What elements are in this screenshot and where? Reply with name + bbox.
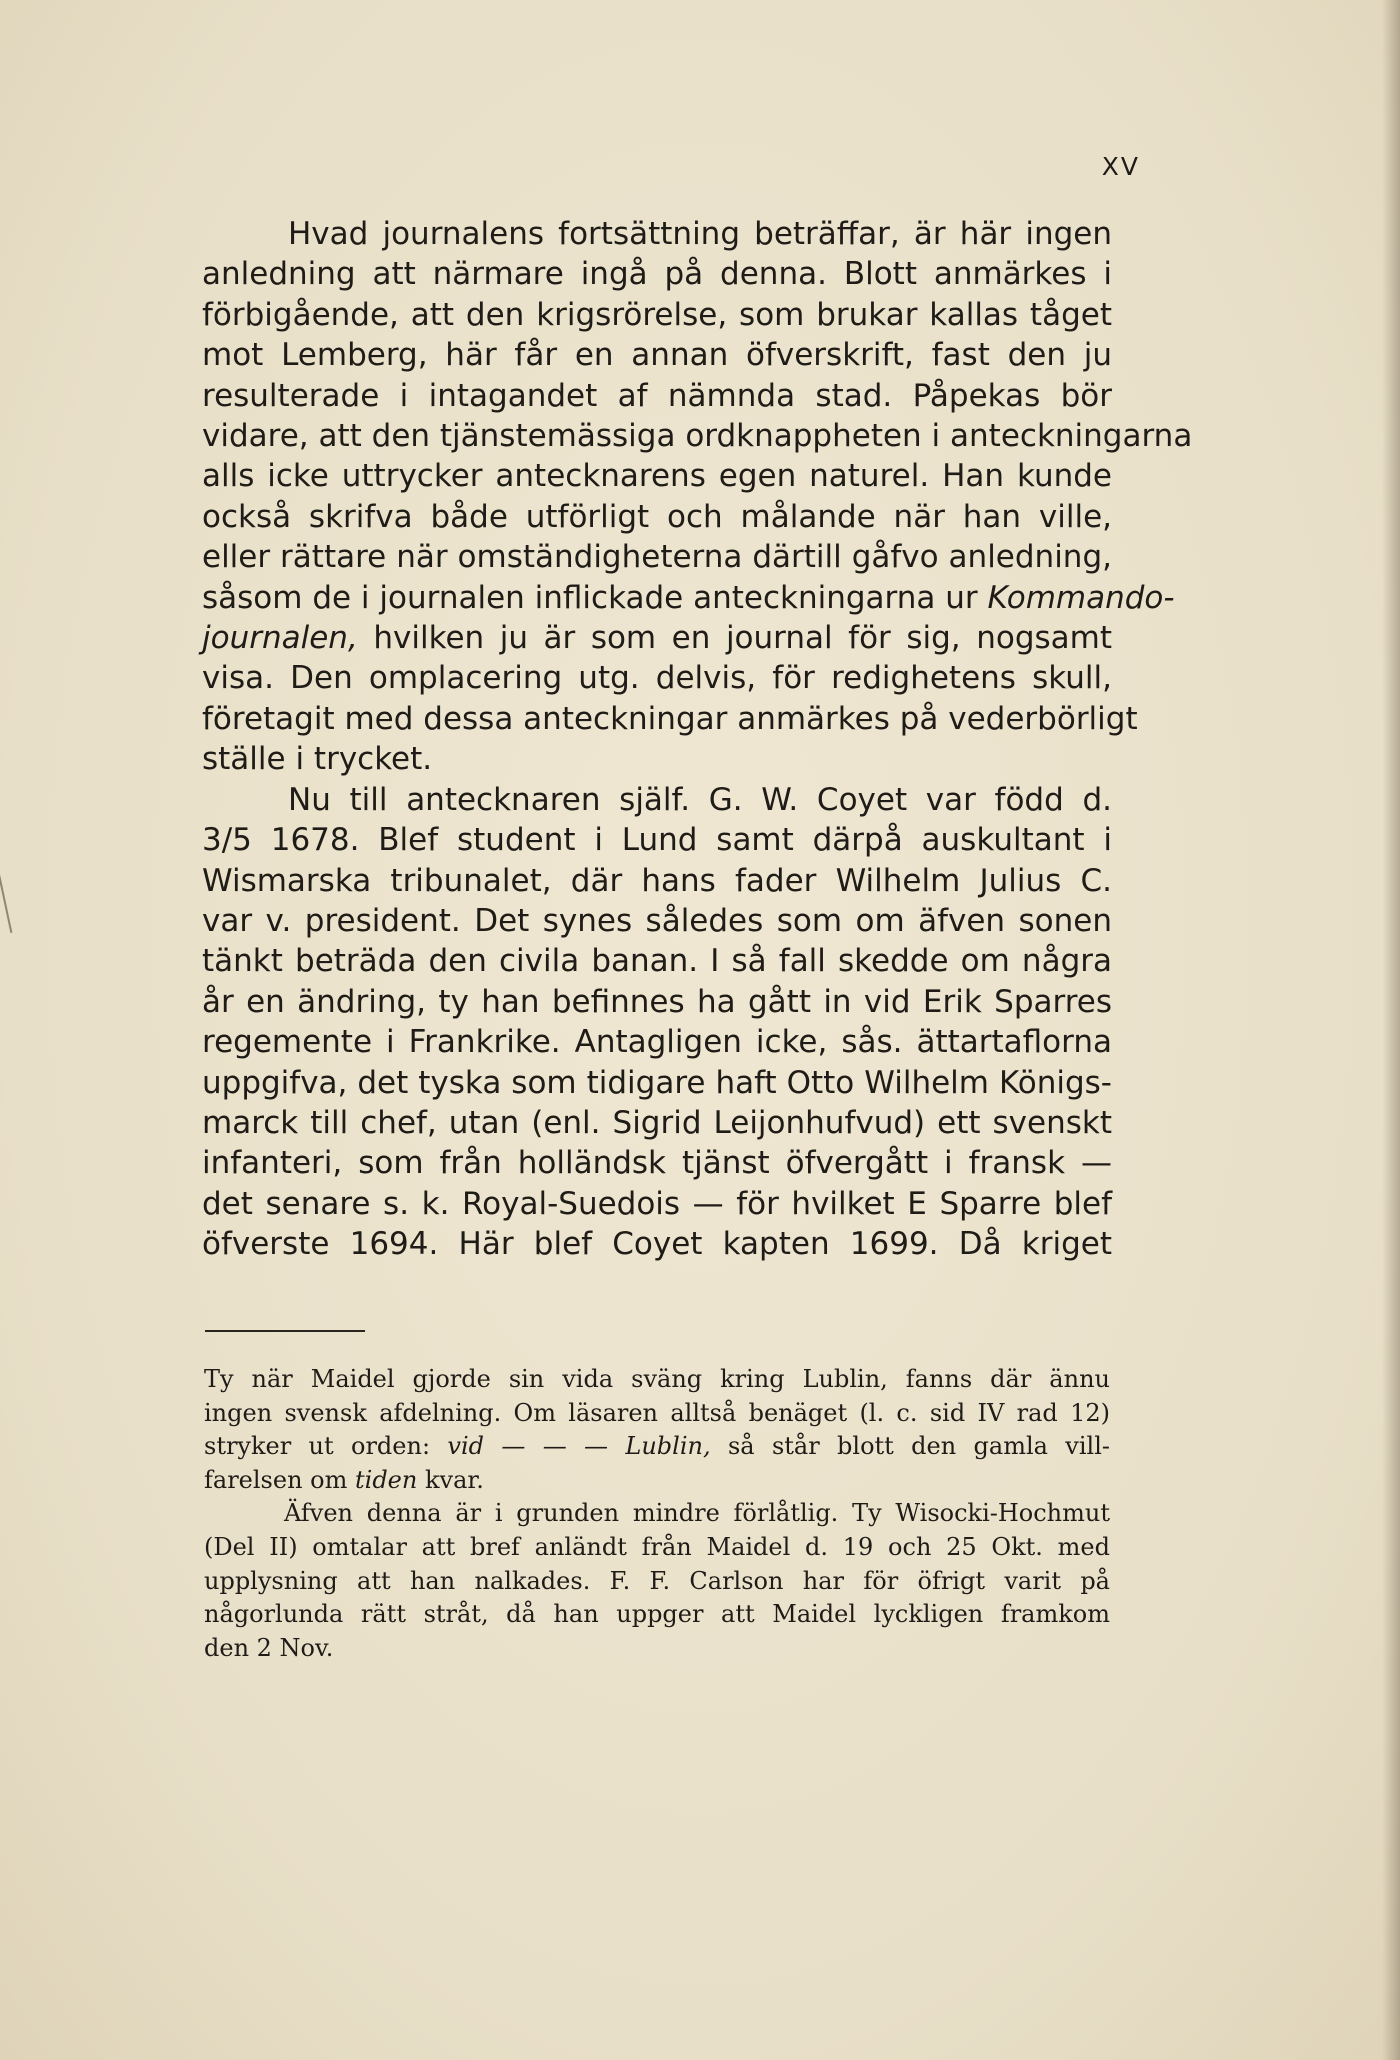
text-line: eller rättare när omständigheterna därtill gåfvo anledning, [202,539,1112,576]
text-line [202,578,1175,618]
text-line: företagit med dessa anteckningar anmärkes på vederbörligt [202,700,1138,737]
text-line: var v. president. Det synes således som om äfven sonen [202,902,1112,939]
text-line [202,618,1112,658]
text-line: alls icke uttrycker antecknarens egen naturel. Han kunde [202,458,1112,495]
text-line: ställe i trycket. [202,741,433,778]
text-line: resulterade i intagandet af nämnda stad. Påpekas bör [202,377,1112,414]
footnote-line: (Del II) omtalar att bref anländt från Maidel d. 19 och 25 Okt. med [204,1532,1110,1561]
text-line: öfverste 1694. Här blef Coyet kapten 1699. Då kriget [202,1226,1112,1263]
text-line: uppgifva, det tyska som tidigare haft Otto Wilhelm Königs- [202,1064,1112,1101]
text-line: visa. Den omplacering utg. delvis, för redighetens skull, [202,660,1112,697]
text-line: Nu till antecknaren själf. G. W. Coyet var född d. [288,781,1112,818]
italic-quote: vid — — — Lublin, [447,1432,711,1461]
text-line: regemente i Frankrike. Antagligen icke, sås. ättartaflorna [202,1024,1112,1061]
text-line: år en ändring, ty han befinnes ha gått in vid Erik Sparres [202,983,1112,1020]
text-line: tänkt beträda den civila banan. I så fall skedde om några [202,943,1112,980]
text-line: Wismarska tribunalet, där hans fader Wilhelm Julius C. [202,862,1112,899]
text-line: förbigående, att den krigsrörelse, som brukar kallas tåget [202,296,1112,333]
text-line: vidare, att den tjänstemässiga ordknappheten i anteckningarna [202,418,1193,455]
text-line: mot Lemberg, här får en annan öfverskrift, fast den ju [202,337,1112,374]
footnote-line: den 2 Nov. [204,1633,334,1662]
text-segment: så står blott den gamla vill- [727,1432,1110,1461]
text-line: det senare s. k. Royal-Suedois — för hvilket E Sparre blef [202,1185,1112,1222]
text-segment: kvar. [424,1465,484,1494]
footnote-line: upplysning att han nalkades. F. F. Carlson har för öfrigt varit på [204,1566,1110,1595]
text-line: infanteri, som från holländsk tjänst öfvergått i fransk — [202,1145,1112,1182]
footnote-line: Äfven denna är i grunden mindre förlåtlig. Ty Wisocki-Hochmut [284,1499,1110,1528]
footnote-line [204,1430,1110,1464]
text-line: 3/5 1678. Blef student i Lund samt därpå auskultant i [202,822,1112,859]
margin-pencil-mark [0,871,26,933]
page-number: XV [1101,152,1140,181]
text-line: anledning att närmare ingå på denna. Blott anmärkes i [202,256,1112,293]
footnote-line: ingen svensk afdelning. Om läsaren alltså benäget (l. c. sid IV rad 12) [204,1398,1110,1427]
italic-word: tiden [355,1465,418,1494]
footnote-line: någorlunda rätt stråt, då han uppger att Maidel lyckligen framkom [204,1600,1110,1629]
text-segment: farelsen om [204,1465,348,1494]
text-line: Hvad journalens fortsättning beträffar, är här ingen [288,216,1112,252]
text-segment: såsom de i journalen inflickade anteckningarna ur [202,579,978,616]
footnote-line: Ty när Maidel gjorde sin vida sväng kring Lublin, fanns där ännu [204,1365,1110,1393]
text-line: marck till chef, utan (enl. Sigrid Leijonhufvud) ett svenskt [202,1104,1112,1141]
text-line: också skrifva både utförligt och målande när han ville, [202,498,1112,535]
footnotes [204,1363,1110,1665]
italic-title: journalen, [202,620,358,657]
italic-title: Kommando- [987,579,1175,616]
footnote-divider [205,1330,365,1332]
text-segment: stryker ut orden: [204,1432,431,1461]
main-text [202,214,1193,1265]
footnote-line [204,1464,1110,1498]
page-edge-shadow [1382,0,1400,2060]
text-segment: hvilken ju är som en journal för sig, nogsamt [373,620,1112,657]
